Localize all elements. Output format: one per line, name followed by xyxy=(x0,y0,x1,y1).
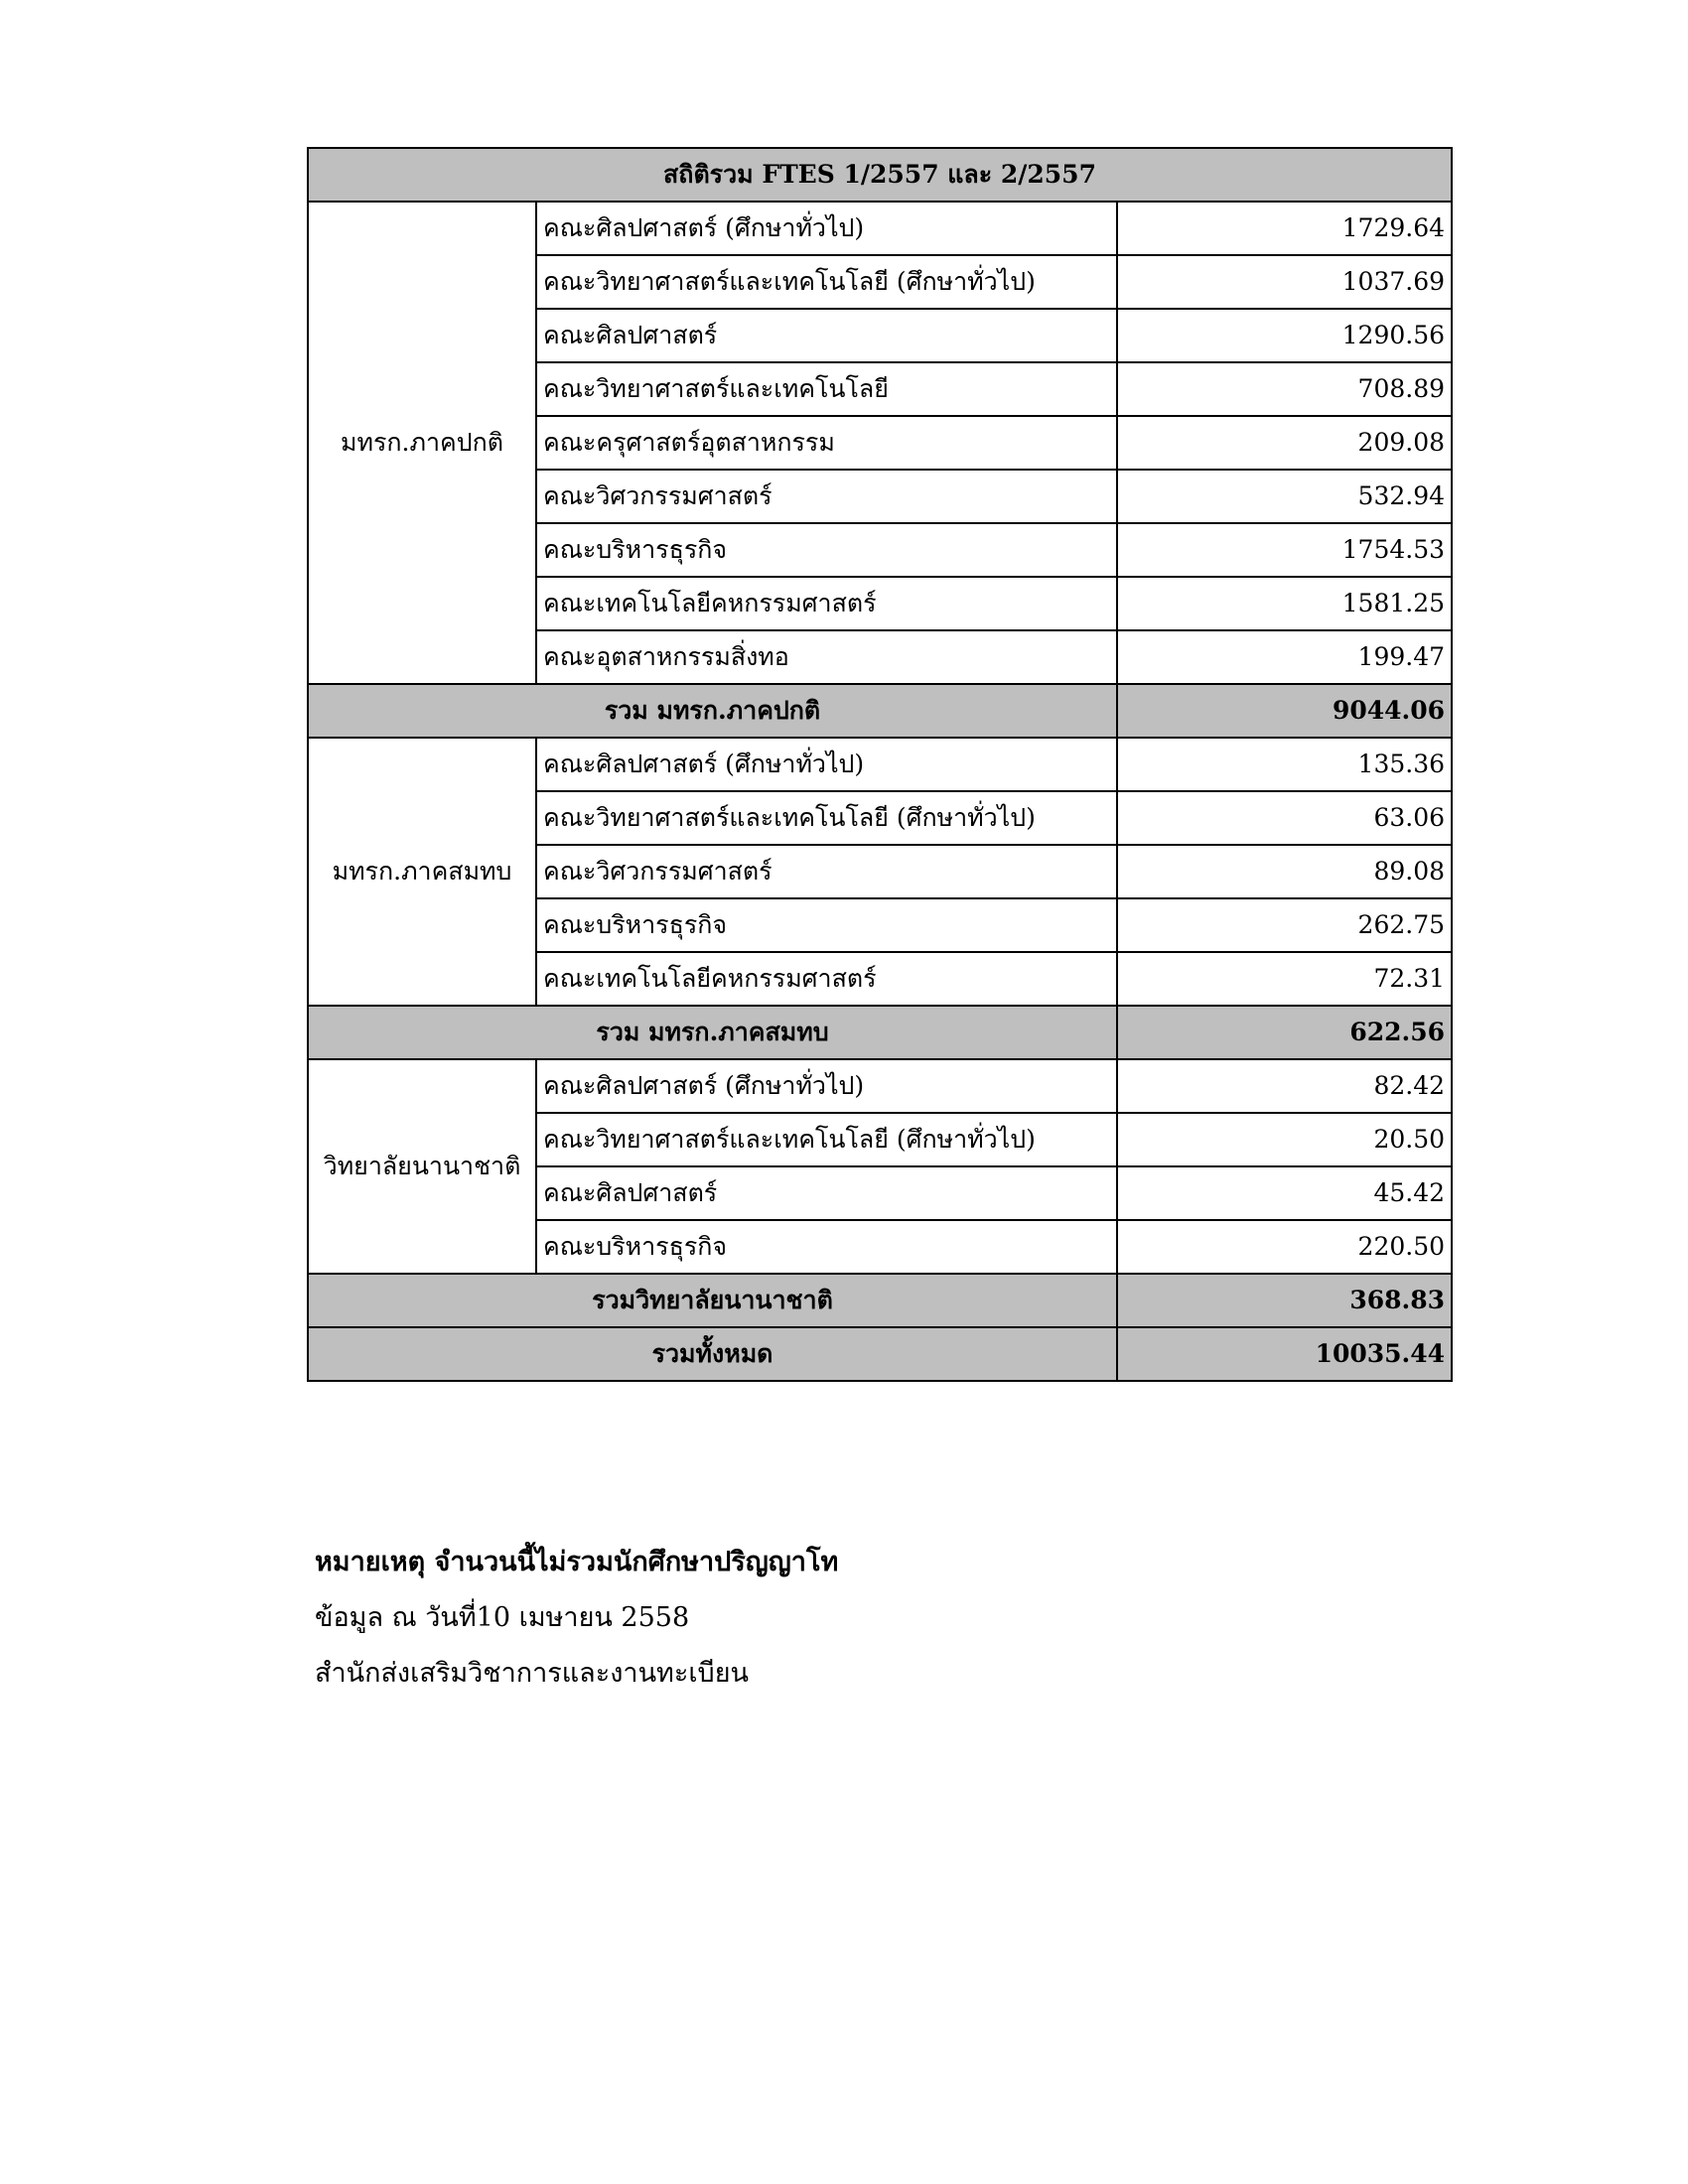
table-title: สถิติรวม FTES 1/2557 และ 2/2557 xyxy=(308,148,1452,202)
grand-total-row xyxy=(308,1327,1452,1381)
faculty-name: คณะศิลปศาสตร์ (ศึกษาทั่วไป) xyxy=(536,202,1117,255)
faculty-name: คณะศิลปศาสตร์ (ศึกษาทั่วไป) xyxy=(536,1059,1117,1113)
faculty-name: คณะศิลปศาสตร์ (ศึกษาทั่วไป) xyxy=(536,738,1117,791)
ftes-value: 1729.64 xyxy=(1117,202,1452,255)
ftes-value: 45.42 xyxy=(1117,1166,1452,1220)
faculty-name: คณะวิศวกรรมศาสตร์ xyxy=(536,845,1117,898)
table-row xyxy=(308,1059,1452,1113)
grand-total-label: รวมทั้งหมด xyxy=(308,1327,1117,1381)
faculty-name: คณะศิลปศาสตร์ xyxy=(536,309,1117,362)
grand-total-value: 10035.44 xyxy=(1117,1327,1452,1381)
faculty-name: คณะอุตสาหกรรมสิ่งทอ xyxy=(536,630,1117,684)
subtotal-label: รวมวิทยาลัยนานาชาติ xyxy=(308,1274,1117,1327)
ftes-value: 63.06 xyxy=(1117,791,1452,845)
faculty-name: คณะเทคโนโลยีคหกรรมศาสตร์ xyxy=(536,577,1117,630)
faculty-name: คณะครุศาสตร์อุตสาหกรรม xyxy=(536,416,1117,470)
ftes-value: 1037.69 xyxy=(1117,255,1452,309)
group-name: มทรก.ภาคปกติ xyxy=(308,202,536,684)
faculty-name: คณะศิลปศาสตร์ xyxy=(536,1166,1117,1220)
table-row xyxy=(308,738,1452,791)
subtotal-label: รวม มทรก.ภาคสมทบ xyxy=(308,1006,1117,1059)
ftes-statistics-table xyxy=(307,147,1453,1382)
faculty-name: คณะวิทยาศาสตร์และเทคโนโลยี (ศึกษาทั่วไป) xyxy=(536,791,1117,845)
ftes-value: 199.47 xyxy=(1117,630,1452,684)
subtotal-row xyxy=(308,1006,1452,1059)
ftes-value: 708.89 xyxy=(1117,362,1452,416)
faculty-name: คณะวิศวกรรมศาสตร์ xyxy=(536,470,1117,523)
ftes-value: 1581.25 xyxy=(1117,577,1452,630)
faculty-name: คณะเทคโนโลยีคหกรรมศาสตร์ xyxy=(536,952,1117,1006)
subtotal-row xyxy=(308,684,1452,738)
faculty-name: คณะวิทยาศาสตร์และเทคโนโลยี xyxy=(536,362,1117,416)
ftes-value: 1754.53 xyxy=(1117,523,1452,577)
ftes-value: 89.08 xyxy=(1117,845,1452,898)
subtotal-value: 9044.06 xyxy=(1117,684,1452,738)
faculty-name: คณะบริหารธุรกิจ xyxy=(536,523,1117,577)
ftes-value: 209.08 xyxy=(1117,416,1452,470)
subtotal-label: รวม มทรก.ภาคปกติ xyxy=(308,684,1117,738)
group-name: มทรก.ภาคสมทบ xyxy=(308,738,536,1006)
remark-note: หมายเหตุ จำนวนนี้ไม่รวมนักศึกษาปริญญาโท xyxy=(315,1547,839,1577)
table-row xyxy=(308,202,1452,255)
ftes-value: 532.94 xyxy=(1117,470,1452,523)
notes-section xyxy=(315,1549,838,1715)
ftes-value: 82.42 xyxy=(1117,1059,1452,1113)
faculty-name: คณะวิทยาศาสตร์และเทคโนโลยี (ศึกษาทั่วไป) xyxy=(536,1113,1117,1166)
faculty-name: คณะบริหารธุรกิจ xyxy=(536,898,1117,952)
data-date-note: ข้อมูล ณ วันที่10 เมษายน 2558 xyxy=(315,1602,690,1633)
ftes-value: 72.31 xyxy=(1117,952,1452,1006)
ftes-value: 1290.56 xyxy=(1117,309,1452,362)
ftes-value: 20.50 xyxy=(1117,1113,1452,1166)
ftes-value: 220.50 xyxy=(1117,1220,1452,1274)
subtotal-row xyxy=(308,1274,1452,1327)
ftes-value: 135.36 xyxy=(1117,738,1452,791)
group-name: วิทยาลัยนานาชาติ xyxy=(308,1059,536,1274)
table-title-row xyxy=(308,148,1452,202)
faculty-name: คณะวิทยาศาสตร์และเทคโนโลยี (ศึกษาทั่วไป) xyxy=(536,255,1117,309)
faculty-name: คณะบริหารธุรกิจ xyxy=(536,1220,1117,1274)
ftes-value: 262.75 xyxy=(1117,898,1452,952)
subtotal-value: 622.56 xyxy=(1117,1006,1452,1059)
subtotal-value: 368.83 xyxy=(1117,1274,1452,1327)
office-note: สำนักส่งเสริมวิชาการและงานทะเบียน xyxy=(315,1658,749,1689)
